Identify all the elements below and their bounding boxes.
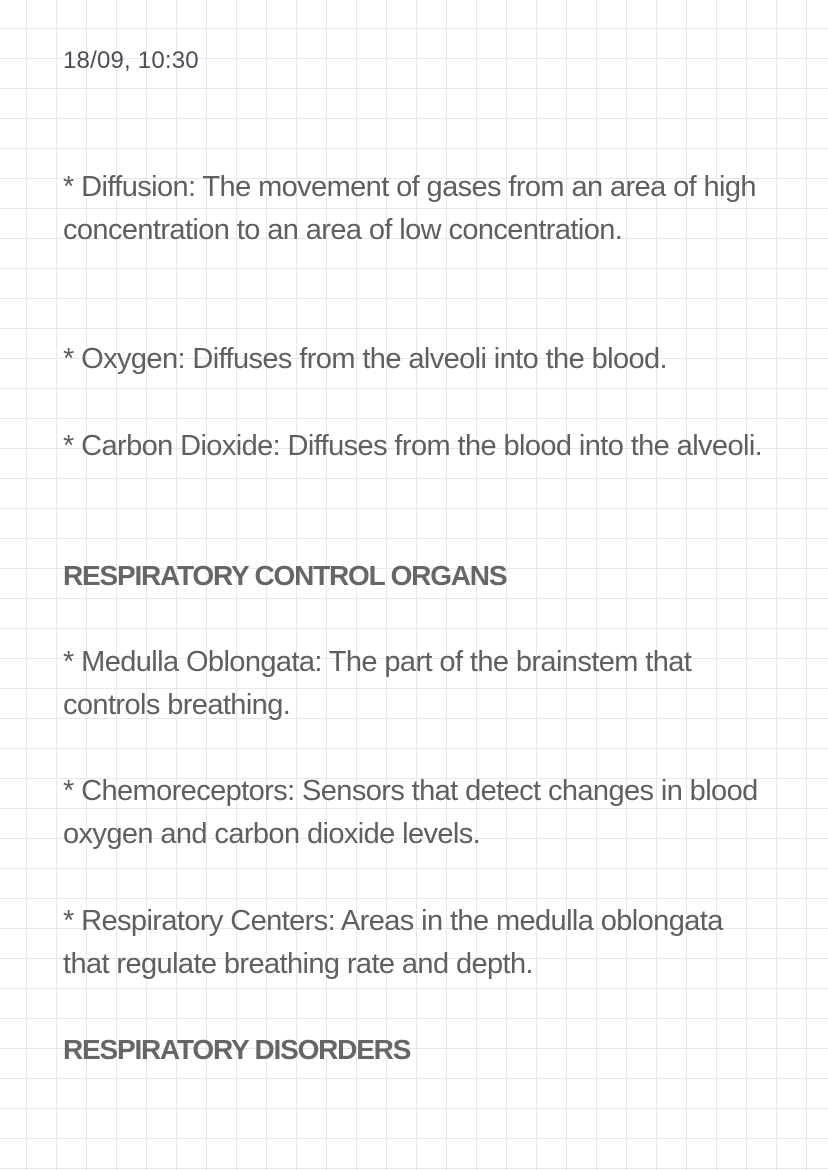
note-paragraph-medulla: * Medulla Oblongata: The part of the brainstem that controls breathing. [63,646,692,721]
note-paragraph-oxygen: * Oxygen: Diffuses from the alveoli into the blood. [63,343,667,375]
note-paragraph-chemoreceptors: * Chemoreceptors: Sensors that detect changes in blood oxygen and carbon dioxide levels. [63,775,758,850]
note-timestamp: 18/09, 10:30 [63,47,199,74]
note-paragraph-diffusion: * Diffusion: The movement of gases from an area of high concentration to an area of low concentration. [63,171,756,246]
section-heading-control-organs: RESPIRATORY CONTROL ORGANS [63,560,507,591]
section-heading-disorders: RESPIRATORY DISORDERS [63,1034,411,1065]
note-paragraph-respiratory-centers: * Respiratory Centers: Areas in the medulla oblongata that regulate breathing rate and depth. [63,905,723,980]
note-paragraph-carbon-dioxide: * Carbon Dioxide: Diffuses from the blood into the alveoli. [63,430,763,462]
